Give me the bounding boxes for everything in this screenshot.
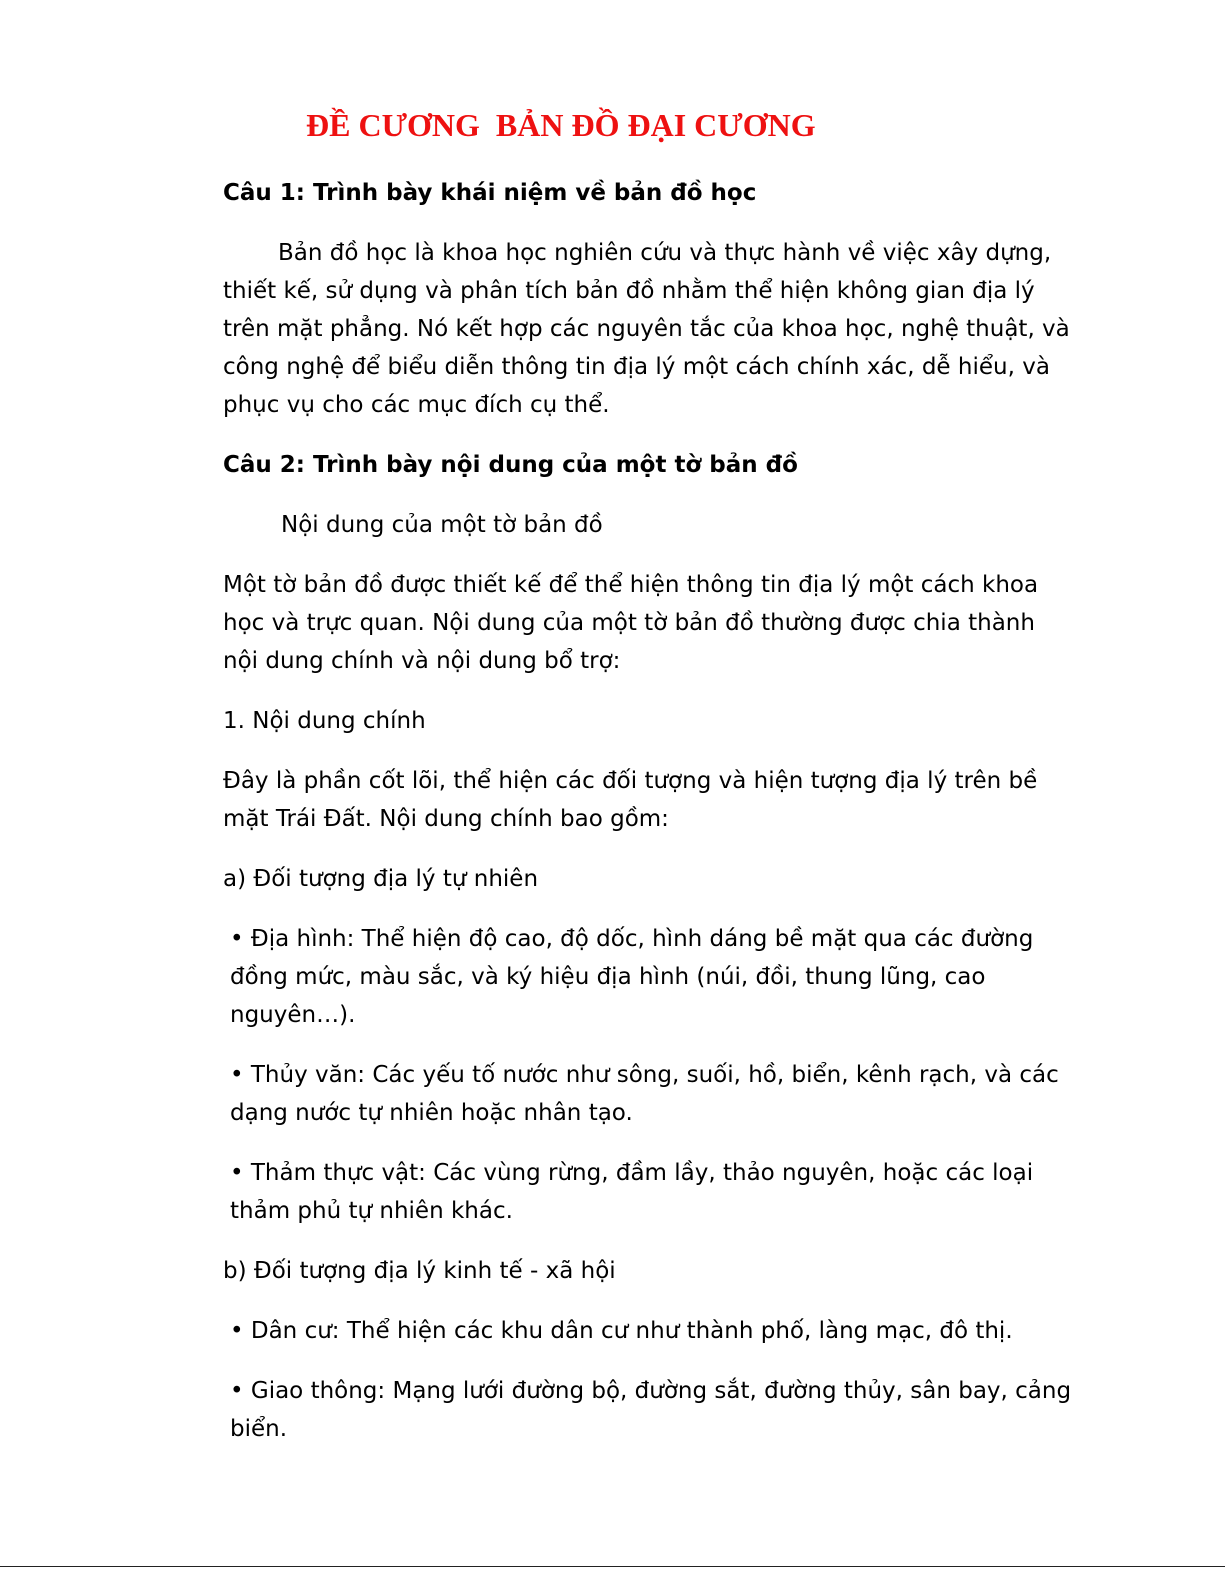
- bullet-item-dia-hinh: • Địa hình: Thể hiện độ cao, độ dốc, hình dáng bề mặt qua các đường đồng mức, màu sắc, và ký hiệu địa hình (núi, đồi, thung lũng, cao nguyên…).: [230, 926, 1034, 1028]
- bullet-item-dan-cu: • Dân cư: Thể hiện các khu dân cư như thành phố, làng mạc, đô thị.: [230, 1318, 1013, 1344]
- bullet-item-giao-thong: • Giao thông: Mạng lưới đường bộ, đường sắt, đường thủy, sân bay, cảng biển.: [230, 1378, 1072, 1442]
- bullet-item-tham-thuc-vat: • Thảm thực vật: Các vùng rừng, đầm lầy, thảo nguyên, hoặc các loại thảm phủ tự nhiên khác.: [230, 1160, 1034, 1224]
- question-2-heading: Câu 2: Trình bày nội dung của một tờ bản đồ: [223, 452, 798, 478]
- document-title: ĐỀ CƯƠNG BẢN ĐỒ ĐẠI CƯƠNG: [306, 107, 816, 143]
- page-bottom-divider: [0, 1566, 1225, 1567]
- section-1-title: 1. Nội dung chính: [223, 708, 426, 734]
- part-b-title: b) Đối tượng địa lý kinh tế - xã hội: [223, 1258, 616, 1284]
- section-1-description: Đây là phần cốt lõi, thể hiện các đối tượng và hiện tượng địa lý trên bề mặt Trái Đất. Nội dung chính bao gồm:: [223, 768, 1038, 832]
- question-2-subheading: Nội dung của một tờ bản đồ: [281, 512, 603, 538]
- question-1-heading: Câu 1: Trình bày khái niệm về bản đồ học: [223, 180, 757, 206]
- document-body: [223, 174, 1073, 1470]
- question-2-intro: Một tờ bản đồ được thiết kế để thể hiện thông tin địa lý một cách khoa học và trực quan. Nội dung của một tờ bản đồ thường được chia thành nội dung chính và nội dung bổ trợ:: [223, 572, 1039, 674]
- question-1-paragraph: Bản đồ học là khoa học nghiên cứu và thực hành về việc xây dựng, thiết kế, sử dụng và phân tích bản đồ nhằm thể hiện không gian địa lý trên mặt phẳng. Nó kết hợp các nguyên tắc của khoa học, nghệ thuật, và công nghệ để biểu diễn thông tin địa lý một cách chính xác, dễ hiểu, và phục vụ cho các mục đích cụ thể.: [223, 240, 1070, 418]
- part-a-title: a) Đối tượng địa lý tự nhiên: [223, 866, 539, 892]
- bullet-item-thuy-van: • Thủy văn: Các yếu tố nước như sông, suối, hồ, biển, kênh rạch, và các dạng nước tự nhiên hoặc nhân tạo.: [230, 1062, 1059, 1126]
